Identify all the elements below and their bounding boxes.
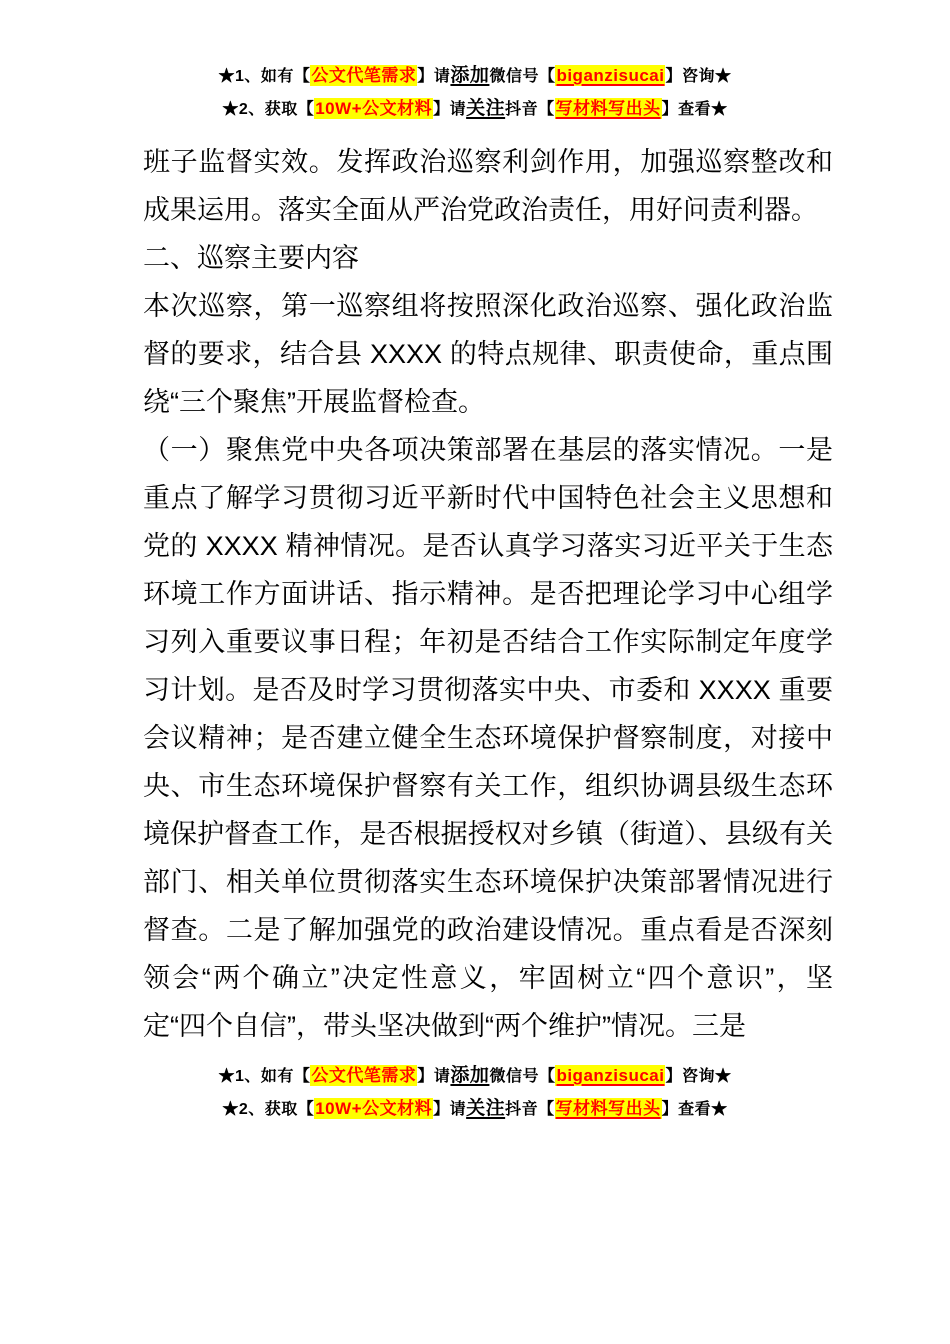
promo-channel: 抖音【 bbox=[505, 1101, 555, 1118]
promo-channel: 微信号【 bbox=[489, 1068, 556, 1085]
promo-mid: 】请 bbox=[417, 68, 451, 85]
promo-wechat-id: biganzisucai bbox=[556, 1066, 665, 1085]
promo-action-link: 添加 bbox=[450, 1065, 490, 1086]
promo-prefix: ★2、获取【 bbox=[222, 101, 315, 118]
promo-mid: 】请 bbox=[433, 1101, 467, 1118]
promo-prefix: ★1、如有【 bbox=[218, 1068, 311, 1085]
promo-action-link: 添加 bbox=[450, 65, 490, 86]
promo-mid: 】请 bbox=[433, 101, 467, 118]
promo-need-highlight: 10W+公文材料 bbox=[315, 99, 433, 118]
promo-banner-bottom bbox=[0, 1060, 950, 1126]
promo-action-link: 关注 bbox=[466, 98, 506, 119]
promo-prefix: ★1、如有【 bbox=[218, 68, 311, 85]
promo-douyin-account: 写材料写出头 bbox=[555, 99, 661, 118]
promo-line-2 bbox=[0, 93, 950, 126]
promo-banner-top bbox=[0, 0, 950, 126]
continuation-paragraph: 班子监督实效。发挥政治巡察利剑作用，加强巡察整改和成果运用。落实全面从严治党政治责任，用好问责利器。 bbox=[143, 147, 833, 225]
promo-line-1 bbox=[0, 60, 950, 93]
promo-need-highlight: 公文代笔需求 bbox=[311, 1066, 417, 1085]
item-one-paragraph: （一）聚焦党中央各项决策部署在基层的落实情况。一是重点了解学习贯彻习近平新时代中国特色社会主义思想和党的 XXXX 精神情况。是否认真学习落实习近平关于生态环境工作方面讲话、指示精神。是否把理论学习中心组学习列入重要议事日程；年初是否结合工作实际制定年度学习计划。是否及时学习贯彻落实中央、市委和 XXXX 重要会议精神；是否建立健全生态环境保护督察制度，对接中央、市生态环境保护督察有关工作，组织协调县级生态环境保护督查工作，是否根据授权对乡镇（街道）、县级有关部门、相关单位贯彻落实生态环境保护决策部署情况进行督查。二是了解加强党的政治建设情况。重点看是否深刻领会“两个确立”决定性意义，牢固树立“四个意识”，坚定“四个自信”，带头坚决做到“两个维护”情况。三是 bbox=[143, 435, 833, 1041]
promo-line-2 bbox=[0, 1093, 950, 1126]
promo-line-1 bbox=[0, 1060, 950, 1093]
promo-suffix: 】咨询★ bbox=[665, 1068, 732, 1085]
promo-channel: 抖音【 bbox=[505, 101, 555, 118]
document-body bbox=[143, 138, 833, 1050]
promo-channel: 微信号【 bbox=[489, 68, 556, 85]
promo-suffix: 】查看★ bbox=[661, 1101, 728, 1118]
promo-mid: 】请 bbox=[417, 1068, 451, 1085]
promo-need-highlight: 10W+公文材料 bbox=[315, 1099, 433, 1118]
promo-douyin-account: 写材料写出头 bbox=[555, 1099, 661, 1118]
promo-prefix: ★2、获取【 bbox=[222, 1101, 315, 1118]
intro-paragraph: 本次巡察，第一巡察组将按照深化政治巡察、强化政治监督的要求，结合县 XXXX 的特点规律、职责使命，重点围绕“三个聚焦”开展监督检查。 bbox=[143, 291, 833, 417]
promo-action-link: 关注 bbox=[466, 1098, 506, 1119]
promo-wechat-id: biganzisucai bbox=[556, 66, 665, 85]
promo-suffix: 】查看★ bbox=[661, 101, 728, 118]
section-heading: 二、巡察主要内容 bbox=[143, 243, 359, 273]
promo-suffix: 】咨询★ bbox=[665, 68, 732, 85]
promo-need-highlight: 公文代笔需求 bbox=[311, 66, 417, 85]
